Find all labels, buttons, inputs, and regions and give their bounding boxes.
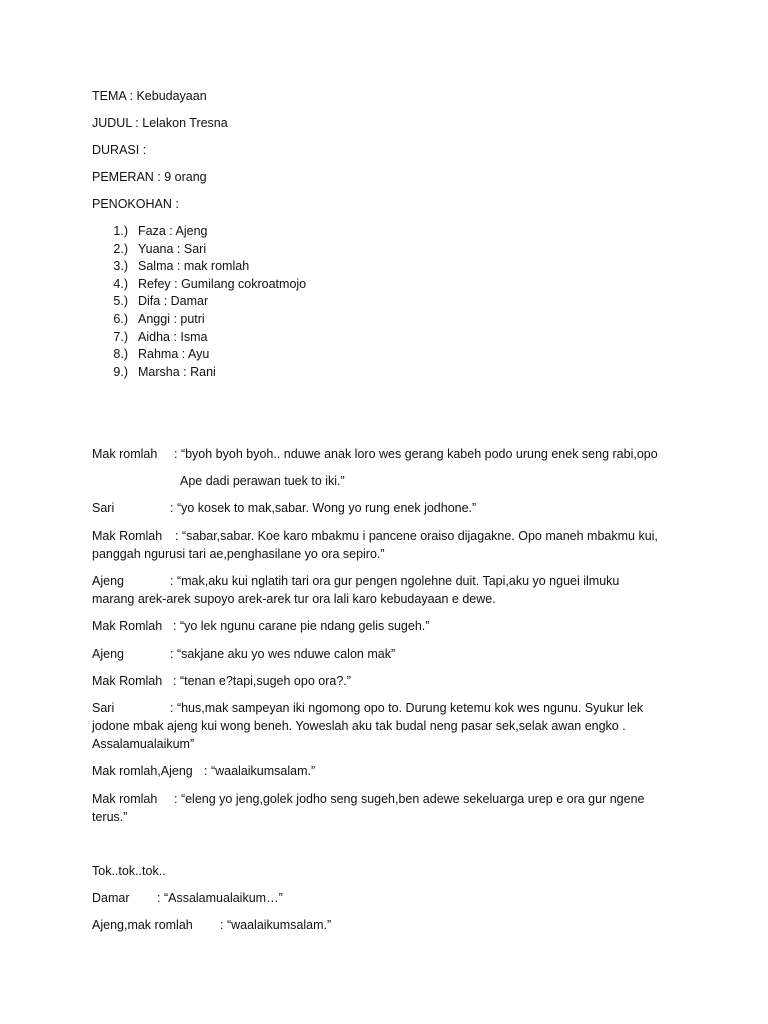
dialogue-text: : “mak,aku kui nglatih tari ora gur pengen ngolehne duit. Tapi,aku yo nguei ilmuku xyxy=(170,574,620,588)
speaker-label: Sari xyxy=(92,501,115,515)
dialogue-continuation: panggah ngurusi tari ae,penghasilane yo ora sepiro.” xyxy=(92,547,385,561)
cast-name: Marsha : Rani xyxy=(138,364,216,379)
speaker-label: Mak romlah xyxy=(92,447,158,461)
dialogue-continuation: jodone mbak ajeng kui wong beneh. Yoweslah aku tak budal neng pasar sek,selak awan engko . xyxy=(92,719,626,733)
dialogue-text: : “sabar,sabar. Koe karo mbakmu i pancene oraiso dijagakne. Opo maneh mbakmu kui, xyxy=(175,529,658,543)
dialogue-text: : “waalaikumsalam.” xyxy=(204,764,316,778)
speaker-label: Mak romlah xyxy=(92,792,158,806)
tema-line: TEMA : Kebudayaan xyxy=(92,89,207,103)
judul-line: JUDUL : Lelakon Tresna xyxy=(92,116,228,130)
dialogue-line xyxy=(92,645,395,663)
dialogue-text: : “byoh byoh byoh.. nduwe anak loro wes gerang kabeh podo urung enek seng rabi,opo xyxy=(174,447,658,461)
dialogue-text: : “hus,mak sampeyan iki ngomong opo to. Durung ketemu kok wes ngunu. Syukur lek xyxy=(170,701,644,715)
dialogue-text: : “yo kosek to mak,sabar. Wong yo rung enek jodhone.” xyxy=(170,501,477,515)
cast-number: 8.) xyxy=(113,347,128,362)
penokohan-line: PENOKOHAN : xyxy=(92,197,179,211)
dialogue-text: : “waalaikumsalam.” xyxy=(220,918,332,932)
cast-item xyxy=(92,363,306,381)
cast-name: Difa : Damar xyxy=(138,294,209,309)
dialogue-continuation: marang arek-arek supoyo arek-arek tur ora lali karo kebudayaan e dewe. xyxy=(92,592,496,606)
cast-name: Yuana : Sari xyxy=(138,241,207,256)
cast-number: 7.) xyxy=(113,329,128,344)
cast-number: 9.) xyxy=(113,364,128,379)
dialogue-line xyxy=(92,762,315,780)
speaker-label: Ajeng,mak romlah xyxy=(92,918,193,932)
cast-number: 1.) xyxy=(113,224,128,238)
speaker-label: Mak romlah,Ajeng xyxy=(92,764,193,778)
speaker-label: Ajeng xyxy=(92,647,124,661)
dialogue-line xyxy=(92,916,331,934)
cast-list xyxy=(92,222,306,380)
cast-number: 6.) xyxy=(113,311,128,326)
dialogue-text: : “Assalamualaikum…” xyxy=(157,891,283,905)
cast-name: Aidha : Isma xyxy=(138,329,208,344)
dialogue-line xyxy=(92,445,658,463)
dialogue-line xyxy=(92,672,351,690)
speaker-label: Damar xyxy=(92,891,130,905)
dialogue-text: : “sakjane aku yo wes nduwe calon mak” xyxy=(170,647,396,661)
cast-item xyxy=(92,222,306,240)
dialogue-continuation: Assalamualaikum” xyxy=(92,737,195,751)
dialogue-line xyxy=(92,617,429,635)
cast-item xyxy=(92,328,306,346)
cast-item xyxy=(92,310,306,328)
stage-direction: Tok..tok..tok.. xyxy=(92,864,166,878)
dialogue-continuation: terus.” xyxy=(92,810,128,824)
cast-number: 4.) xyxy=(113,276,128,291)
dialogue-line xyxy=(92,699,643,717)
cast-item xyxy=(92,240,306,258)
speaker-label: Mak Romlah xyxy=(92,529,163,543)
dialogue-continuation: Ape dadi perawan tuek to iki.” xyxy=(180,474,345,488)
dialogue-text: : “yo lek ngunu carane pie ndang gelis sugeh.” xyxy=(173,619,430,633)
cast-item xyxy=(92,345,306,363)
dialogue-text: : “tenan e?tapi,sugeh opo ora?.” xyxy=(173,674,351,688)
dialogue-line xyxy=(92,499,476,517)
dialogue-text: : “eleng yo jeng,golek jodho seng sugeh,ben adewe sekeluarga urep e ora gur ngene xyxy=(174,792,645,806)
speaker-label: Sari xyxy=(92,701,115,715)
cast-name: Rahma : Ayu xyxy=(138,347,210,362)
cast-name: Faza : Ajeng xyxy=(138,224,208,238)
cast-number: 3.) xyxy=(113,259,128,274)
cast-name: Refey : Gumilang cokroatmojo xyxy=(138,276,307,291)
cast-name: Salma : mak romlah xyxy=(138,259,250,274)
cast-name: Anggi : putri xyxy=(138,311,205,326)
cast-item xyxy=(92,275,306,293)
durasi-line: DURASI : xyxy=(92,143,147,157)
speaker-label: Ajeng xyxy=(92,574,124,588)
speaker-label: Mak Romlah xyxy=(92,674,163,688)
cast-number: 2.) xyxy=(113,241,128,256)
dialogue-line xyxy=(92,889,283,907)
dialogue-line xyxy=(92,790,644,808)
pemeran-line: PEMERAN : 9 orang xyxy=(92,170,207,184)
cast-item xyxy=(92,257,306,275)
cast-item xyxy=(92,292,306,310)
dialogue-line xyxy=(92,572,619,590)
speaker-label: Mak Romlah xyxy=(92,619,163,633)
cast-number: 5.) xyxy=(113,294,128,309)
dialogue-line xyxy=(92,527,658,545)
